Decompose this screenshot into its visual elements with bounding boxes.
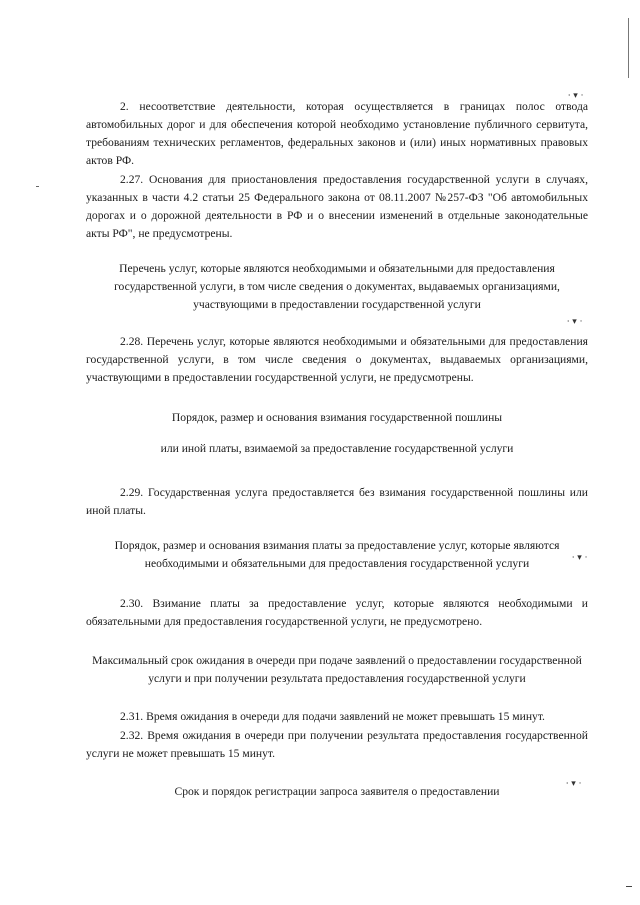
scan-edge-line xyxy=(628,18,629,78)
section-heading: Максимальный срок ожидания в очереди при подаче заявлений о предоставлении государственной услуги и при получении результата предоставления государственной услуги xyxy=(92,654,582,685)
paragraph: 2.28. Перечень услуг, которые являются необходимыми и обязательными для предоставления государственной услуги, в том числе сведения о документах, выдаваемых организациями, участвующими в предоставлении государственной услуги, не предусмотрены. xyxy=(86,335,588,384)
paragraph: 2.29. Государственная услуга предоставляется без взимания государственной пошлины или иной платы. xyxy=(86,486,588,517)
paragraph: 2. несоответствие деятельности, которая осуществляется в границах полос отвода автомобильных дорог и для обеспечения которой необходимо установление публичного сервитута, требованиям технических регламентов, федеральных законов и (или) иных нормативных правовых актов РФ. xyxy=(86,100,588,167)
scan-speck: ⸱ ▾ · xyxy=(568,91,584,101)
section-heading: Перечень услуг, которые являются необходимыми и обязательными для предоставления государственной услуги, в том числе сведения о документах, выдаваемых организациями, участвующими в предоставлении государственной услуги xyxy=(114,262,560,311)
section-heading: или иной платы, взимаемой за предоставление государственной услуги xyxy=(160,442,514,455)
section-heading: Порядок, размер и основания взимания платы за предоставление услуг, которые являются необходимыми и обязательными для предоставления государственной услуги xyxy=(114,539,560,570)
scan-speck xyxy=(36,186,39,187)
scan-corner-mark xyxy=(626,886,632,887)
scan-speck: ⸱ ▾ · xyxy=(567,317,583,327)
paragraph: 2.32. Время ожидания в очереди при получении результата предоставления государственной услуги не может превышать 15 минут. xyxy=(86,729,588,760)
scan-speck: ⸱ ▾ · xyxy=(572,553,588,563)
paragraph: 2.31. Время ожидания в очереди для подачи заявлений не может превышать 15 минут. xyxy=(120,710,545,723)
section-heading: Порядок, размер и основания взимания государственной пошлины xyxy=(171,411,503,424)
paragraph: 2.27. Основания для приостановления предоставления государственной услуги в случаях, указанных в части 4.2 статьи 25 Федерального закона от 08.11.2007 №257-ФЗ "Об автомобильных дорогах и о дорожной деятельности в РФ и о внесении изменений в отдельные законодательные акты РФ", не предусмотрены. xyxy=(86,173,588,240)
section-heading: Срок и порядок регистрации запроса заявителя о предоставлении xyxy=(174,785,500,798)
paragraph: 2.30. Взимание платы за предоставление услуг, которые являются необходимыми и обязательными для предоставления государственной услуги, не предусмотрено. xyxy=(86,597,588,628)
scan-speck: ⸱ ▾ · xyxy=(566,779,582,789)
